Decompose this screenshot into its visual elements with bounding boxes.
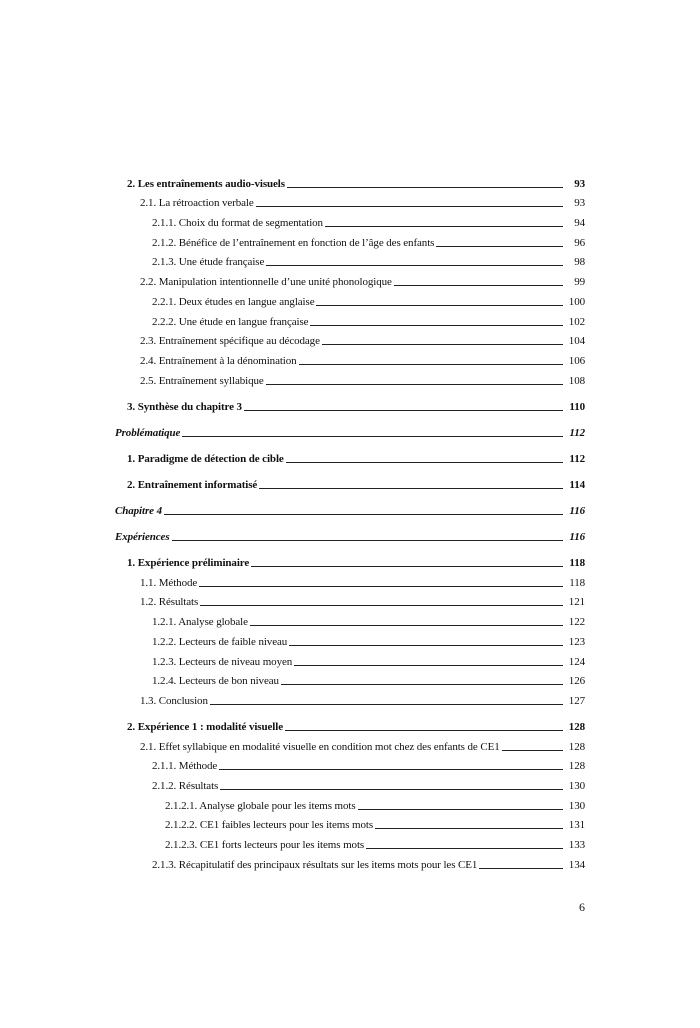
toc-entry[interactable] <box>0 348 585 368</box>
toc-entry-page: 127 <box>568 694 585 707</box>
toc-entry[interactable] <box>0 550 585 570</box>
toc-entry-title: 1.2.2. Lecteurs de faible niveau <box>152 635 288 648</box>
toc-entry[interactable] <box>0 714 585 734</box>
toc-entry-title: 1.1. Méthode <box>140 576 198 589</box>
toc-entry-title: 3. Synthèse du chapitre 3 <box>127 400 242 413</box>
toc-entry-title: 2.4. Entraînement à la dénomination <box>140 354 297 367</box>
toc-entry-title: 2.2.1. Deux études en langue anglaise <box>152 295 315 308</box>
toc-entry-title: 2.2.2. Une étude en langue française <box>152 315 309 328</box>
table-of-contents <box>0 171 700 872</box>
toc-entry[interactable] <box>0 498 585 518</box>
toc-entry[interactable] <box>0 852 585 872</box>
toc-leader-line <box>358 809 563 810</box>
toc-entry-page: 133 <box>568 839 585 852</box>
toc-leader-line <box>200 605 563 606</box>
toc-entry-page: 128 <box>568 760 585 773</box>
toc-entry-title: 2. Les entraînements audio-visuels <box>127 177 285 190</box>
toc-entry-page: 123 <box>568 635 585 648</box>
toc-entry-page: 100 <box>568 295 585 308</box>
toc-entry-page: 116 <box>569 531 585 544</box>
toc-entry[interactable] <box>0 629 585 649</box>
toc-entry[interactable] <box>0 230 585 250</box>
toc-entry-page: 116 <box>569 504 585 517</box>
toc-leader-line <box>244 410 563 411</box>
toc-leader-line <box>289 645 563 646</box>
toc-leader-line <box>172 540 563 541</box>
toc-entry-page: 128 <box>568 740 585 753</box>
toc-entry-page: 110 <box>569 400 585 413</box>
toc-leader-line <box>266 384 563 385</box>
toc-entry-page: 128 <box>568 721 585 733</box>
toc-entry-title: 1.2. Résultats <box>140 596 199 609</box>
toc-entry[interactable] <box>0 688 585 708</box>
toc-entry[interactable] <box>0 813 585 833</box>
toc-entry[interactable] <box>0 250 585 270</box>
toc-leader-line <box>294 665 563 666</box>
toc-entry-page: 126 <box>568 675 585 688</box>
toc-entry[interactable] <box>0 309 585 329</box>
toc-entry-page: 118 <box>569 576 585 589</box>
toc-entry-page: 93 <box>574 177 585 190</box>
toc-entry-page: 98 <box>574 256 585 269</box>
toc-leader-line <box>310 325 563 326</box>
toc-leader-line <box>250 625 563 626</box>
toc-entry[interactable] <box>0 394 585 414</box>
toc-leader-line <box>322 344 563 345</box>
toc-entry[interactable] <box>0 368 585 388</box>
toc-entry-title: 2. Entraînement informatisé <box>127 478 258 491</box>
page-number: 6 <box>579 900 585 914</box>
toc-entry-page: 99 <box>574 276 585 289</box>
toc-entry-title: 1.2.3. Lecteurs de niveau moyen <box>152 655 293 668</box>
toc-entry[interactable] <box>0 793 585 813</box>
toc-entry[interactable] <box>0 609 585 629</box>
toc-leader-line <box>285 730 563 731</box>
toc-leader-line <box>220 789 563 790</box>
toc-entry-page: 122 <box>568 616 585 629</box>
toc-entry[interactable] <box>0 754 585 774</box>
toc-entry-page: 130 <box>568 780 585 793</box>
toc-entry-page: 112 <box>569 426 585 439</box>
toc-entry-page: 124 <box>568 655 585 668</box>
toc-entry[interactable] <box>0 446 585 466</box>
toc-leader-line <box>210 704 563 705</box>
toc-entry-page: 108 <box>568 374 585 387</box>
toc-entry[interactable] <box>0 472 585 492</box>
toc-leader-line <box>281 684 563 685</box>
toc-leader-line <box>286 462 563 463</box>
toc-leader-line <box>375 828 563 829</box>
toc-entry[interactable] <box>0 210 585 230</box>
toc-entry-title: 2.1.1. Méthode <box>152 760 218 773</box>
toc-leader-line <box>164 514 563 515</box>
toc-leader-line <box>394 285 563 286</box>
toc-entry-title: Expériences <box>115 531 170 544</box>
toc-entry[interactable] <box>0 420 585 440</box>
toc-entry-title: 2.1.3. Une étude française <box>152 256 265 269</box>
toc-leader-line <box>479 868 563 869</box>
toc-entry[interactable] <box>0 832 585 852</box>
toc-entry[interactable] <box>0 590 585 610</box>
toc-leader-line <box>199 586 563 587</box>
toc-entry-page: 121 <box>568 596 585 609</box>
toc-entry-page: 102 <box>568 315 585 328</box>
toc-entry-title: 2.1.1. Choix du format de segmentation <box>152 217 323 230</box>
toc-entry-title: 2. Expérience 1 : modalité visuelle <box>127 721 283 733</box>
toc-entry-page: 131 <box>568 819 585 832</box>
toc-entry-title: 1.2.1. Analyse globale <box>152 616 248 629</box>
toc-entry[interactable] <box>0 329 585 349</box>
toc-entry-page: 106 <box>568 354 585 367</box>
toc-entry-title: 2.3. Entraînement spécifique au décodage <box>140 335 320 348</box>
toc-entry-title: 2.1.2.1. Analyse globale pour les items mots <box>165 799 356 812</box>
toc-entry-title: 2.2. Manipulation intentionnelle d’une unité phonologique <box>140 276 392 289</box>
toc-leader-line <box>287 187 563 188</box>
toc-entry-title: 1. Expérience préliminaire <box>127 557 250 570</box>
toc-entry[interactable] <box>0 734 585 754</box>
toc-entry-page: 104 <box>568 335 585 348</box>
toc-entry-page: 112 <box>569 452 585 465</box>
toc-entry-page: 94 <box>574 217 585 230</box>
toc-entry[interactable] <box>0 669 585 689</box>
toc-leader-line <box>259 488 563 489</box>
toc-entry[interactable] <box>0 289 585 309</box>
toc-entry-title: 1.3. Conclusion <box>140 694 208 707</box>
toc-entry[interactable] <box>0 171 585 191</box>
toc-entry-page: 96 <box>574 236 585 249</box>
toc-entry-title: 2.1. Effet syllabique en modalité visuelle en condition mot chez des enfants de CE1 <box>140 740 500 753</box>
toc-entry-title: Problématique <box>115 426 181 439</box>
toc-leader-line <box>436 246 563 247</box>
toc-entry[interactable] <box>0 269 585 289</box>
toc-leader-line <box>502 750 563 751</box>
toc-entry-title: 2.1.2.3. CE1 forts lecteurs pour les items mots <box>165 839 365 852</box>
toc-entry-title: 2.1.3. Récapitulatif des principaux résultats sur les items mots pour les CE1 <box>152 858 478 871</box>
toc-entry-title: 2.1.2.2. CE1 faibles lecteurs pour les items mots <box>165 819 374 832</box>
toc-entry-title: 1. Paradigme de détection de cible <box>127 452 284 465</box>
toc-entry-page: 114 <box>569 478 585 491</box>
toc-leader-line <box>251 566 563 567</box>
toc-entry-page: 93 <box>574 197 585 210</box>
toc-leader-line <box>316 305 563 306</box>
toc-entry-title: 2.5. Entraînement syllabique <box>140 374 264 387</box>
toc-entry[interactable] <box>0 773 585 793</box>
toc-entry-title: 2.1. La rétroaction verbale <box>140 197 254 210</box>
toc-leader-line <box>256 206 563 207</box>
toc-entry[interactable] <box>0 524 585 544</box>
toc-entry-title: 2.1.2. Résultats <box>152 780 219 793</box>
toc-entry-title: 1.2.4. Lecteurs de bon niveau <box>152 675 279 688</box>
toc-entry-page: 134 <box>568 858 585 871</box>
toc-leader-line <box>366 848 563 849</box>
toc-entry[interactable] <box>0 570 585 590</box>
toc-entry-page: 118 <box>569 557 585 570</box>
toc-leader-line <box>219 769 563 770</box>
toc-entry-title: Chapitre 4 <box>115 504 162 517</box>
toc-leader-line <box>299 364 563 365</box>
toc-entry[interactable] <box>0 649 585 669</box>
toc-leader-line <box>266 265 563 266</box>
toc-leader-line <box>325 226 563 227</box>
toc-leader-line <box>182 436 563 437</box>
toc-entry-title: 2.1.2. Bénéfice de l’entraînement en fonction de l’âge des enfants <box>152 236 435 249</box>
toc-entry[interactable] <box>0 191 585 211</box>
toc-entry-page: 130 <box>568 799 585 812</box>
